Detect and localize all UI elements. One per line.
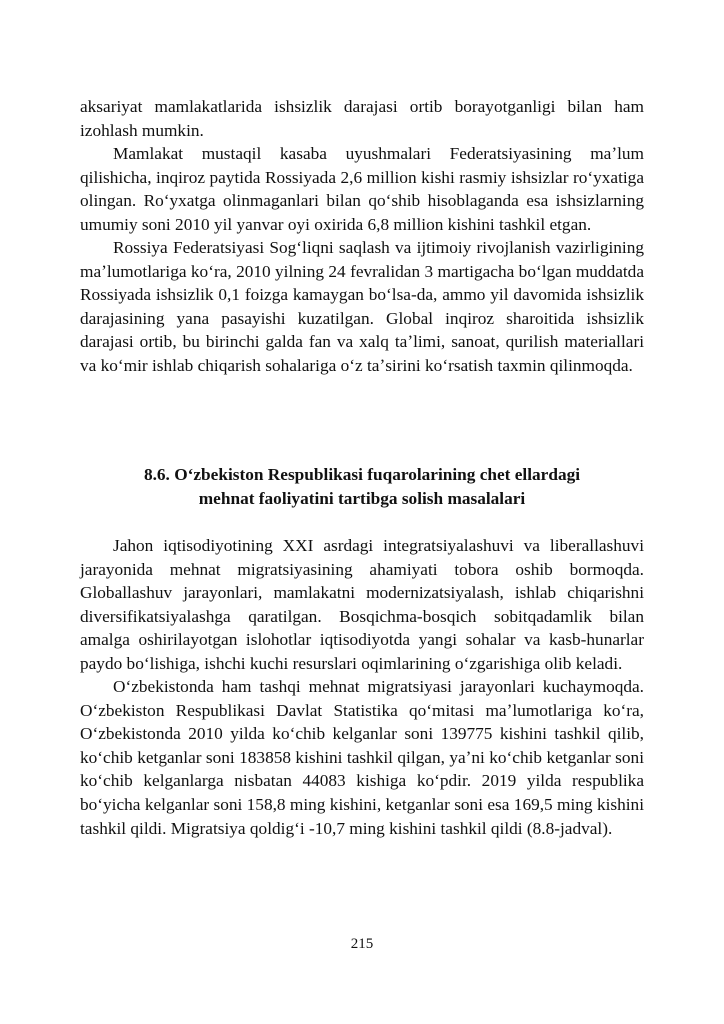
- paragraph-trade-unions: Mamlakat mustaqil kasaba uyushmalari Federatsiyasining maʼlum qilishicha, inqiroz paytida Rossiyada 2,6 million kishi rasmiy ishsizlar roʻyxatiga olingan. Roʻyxatga olinmaganlari bilan qoʻshib hisoblaganda esa ishsizlarning umumiy soni 2010 yil yanvar oyi oxirida 6,8 million kishini tashkil etgan.: [80, 144, 644, 234]
- body-text-bottom: [80, 534, 644, 840]
- body-text-top: [80, 95, 644, 378]
- section-heading-line-1: 8.6. Oʻzbekiston Respublikasi fuqarolarining chet ellardagi: [143, 465, 581, 484]
- paragraph-continued: aksariyat mamlakatlarida ishsizlik darajasi ortib borayotganligi bilan ham izohlash mumkin.: [80, 97, 644, 140]
- paragraph-migration-statistics: Oʻzbekistonda ham tashqi mehnat migratsiyasi jarayonlari kuchaymoqda. Oʻzbekiston Respublikasi Davlat Statistika qoʻmitasi maʼlumotlariga koʻra, Oʻzbekistonda 2010 yilda koʻchib kelganlar soni 139775 kishini tashkil qilib, koʻchib ketganlar soni 183858 kishini tashkil qilgan, yaʼni koʻchib ketganlar soni koʻchib kelganlarga nisbatan 44083 kishiga koʻpdir. 2019 yilda respublika boʻyicha kelganlar soni 158,8 ming kishini, ketganlar soni esa 169,5 ming kishini tashkil qildi. Migratsiya qoldigʻi -10,7 ming kishini tashkil qildi (8.8-jadval).: [80, 677, 644, 838]
- paragraph-ministry-data: Rossiya Federatsiyasi Sogʻliqni saqlash va ijtimoiy rivojlanish vazirligining maʼlumotlariga koʻra, 2010 yilning 24 fevralidan 3 martigacha boʻlgan muddatda Rossiyada ishsizlik 0,1 foizga kamaygan boʻlsa-da, ammo yil davomida ishsizlik darajasining yana pasayishi kuzatilgan. Global inqiroz sharoitida ishsizlik darajasi ortib, bu birinchi galda fan va xalq taʼlimi, sanoat, qurilish materiallari va koʻmir ishlab chiqarish sohalariga oʻz taʼsirini koʻrsatish taxmin qilinmoqda.: [80, 238, 644, 376]
- section-heading-line-2: mehnat faoliyatini tartibga solish masalalari: [198, 488, 526, 508]
- page-number: 215: [350, 936, 374, 952]
- section-heading: [80, 463, 644, 510]
- paragraph-globalization: Jahon iqtisodiyotining XXI asrdagi integratsiyalashuvi va liberallashuvi jarayonida mehnat migratsiyasining ahamiyati tobora oshib bormoqda. Globallashuv jarayonlari, mamlakatni modernizatsiyalash, ishlab chiqarishni diversifikatsiyalashga qaratilgan. Bosqichma-bosqich sobitqadamlik bilan amalga oshirilayotgan islohotlar iqtisodiyotda yangi sohalar va kasb-hunarlar paydo boʻlishiga, ishchi kuchi resurslari oqimlarining oʻzgarishiga olib keladi.: [80, 536, 644, 673]
